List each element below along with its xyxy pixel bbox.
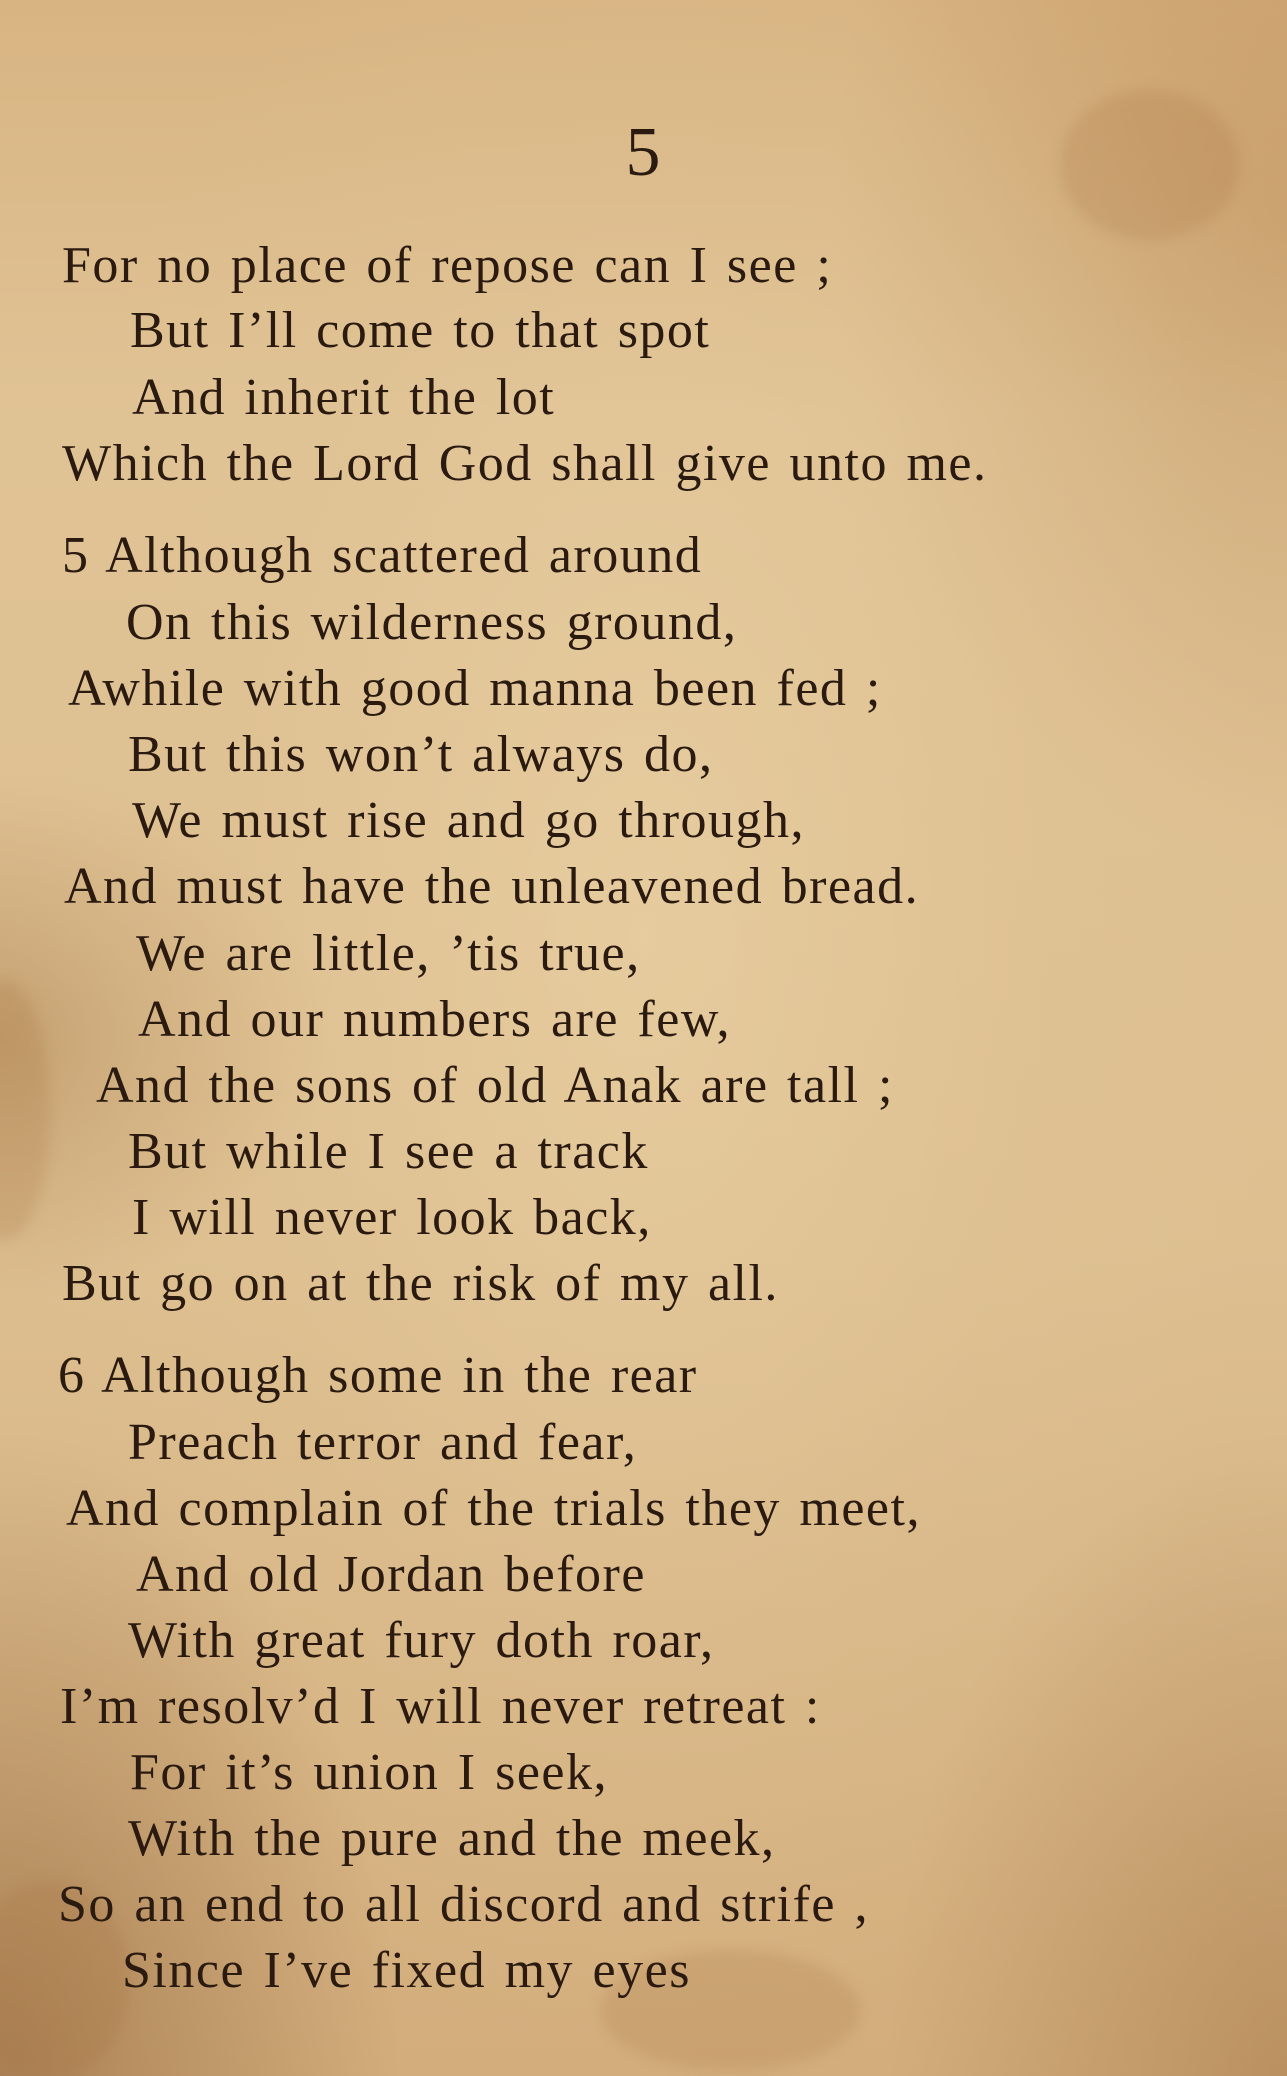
verse-line: So an end to all discord and strife , — [58, 1876, 870, 1933]
verse-line: And our numbers are few, — [138, 991, 731, 1048]
verse-line: For no place of repose can I see ; — [62, 237, 833, 294]
paper-stain — [0, 980, 50, 1240]
verse-line: But go on at the risk of my all. — [62, 1255, 779, 1312]
verse-line: And the sons of old Anak are tall ; — [96, 1057, 894, 1114]
verse-line: Preach terror and fear, — [128, 1414, 638, 1471]
verse-line: I’m resolv’d I will never retreat : — [60, 1678, 821, 1735]
verse-line: But I’ll come to that spot — [130, 302, 711, 359]
verse-line: And old Jordan before — [136, 1546, 646, 1603]
verse-line: 5 Although scattered around — [62, 527, 703, 584]
verse-line: 6 Although some in the rear — [58, 1347, 698, 1404]
verse-line: But this won’t always do, — [128, 726, 714, 783]
verse-line: Since I’ve fixed my eyes — [122, 1942, 691, 1999]
verse-line: Awhile with good manna been fed ; — [68, 660, 882, 717]
verse-line: And inherit the lot — [132, 369, 556, 426]
verse-line: We must rise and go through, — [132, 792, 806, 849]
verse-line: And complain of the trials they meet, — [66, 1480, 921, 1537]
verse-line: But while I see a track — [128, 1123, 649, 1180]
verse-line: On this wilderness ground, — [126, 594, 738, 651]
verse-line: With great fury doth roar, — [128, 1612, 715, 1669]
verse-line: We are little, ’tis true, — [136, 925, 641, 982]
verse-line: And must have the unleavened bread. — [64, 858, 920, 915]
verse-line: Which the Lord God shall give unto me. — [62, 435, 988, 492]
verse-line: With the pure and the meek, — [128, 1810, 776, 1867]
verse-line: I will never look back, — [132, 1189, 652, 1246]
page-number: 5 — [625, 114, 662, 191]
verse-line: For it’s union I seek, — [130, 1744, 608, 1801]
